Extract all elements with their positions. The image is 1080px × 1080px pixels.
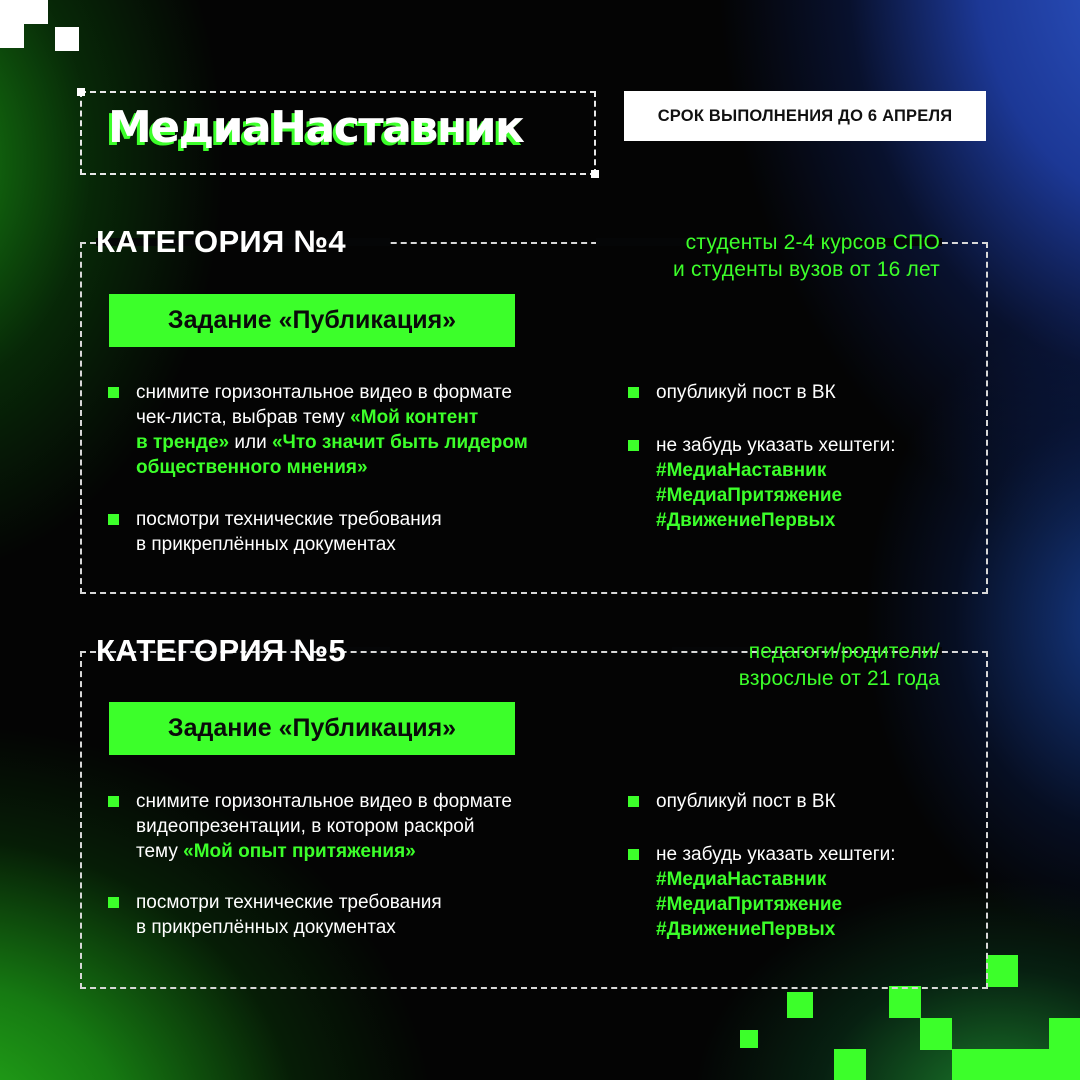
text-fragment: в прикреплённых документах bbox=[136, 534, 396, 555]
text-line bbox=[136, 890, 588, 915]
category-title: КАТЕГОРИЯ №4 bbox=[96, 224, 346, 259]
text-fragment: посмотри технические требования bbox=[136, 892, 442, 913]
rich-text bbox=[136, 789, 588, 864]
list-item bbox=[628, 380, 968, 405]
list-item bbox=[628, 789, 968, 814]
bullet-square-icon bbox=[628, 796, 639, 807]
audience-line: и студенты вузов от 16 лет bbox=[673, 258, 940, 281]
list-item bbox=[108, 507, 588, 557]
text-fragment: чек-листа, выбрав тему bbox=[136, 407, 351, 428]
hashtag: #ДвижениеПервых bbox=[656, 919, 836, 940]
page-title: МедиаНаставник bbox=[108, 102, 524, 153]
text-line bbox=[136, 532, 588, 557]
highlighted-topic: «Мой контент bbox=[350, 407, 479, 428]
bullet-square-icon bbox=[108, 796, 119, 807]
category-5-left-list bbox=[108, 789, 588, 940]
hashtag: #МедиаПритяжение bbox=[656, 894, 843, 915]
text-fragment: посмотри технические требования bbox=[136, 509, 442, 530]
rich-text bbox=[136, 890, 588, 940]
list-item bbox=[628, 842, 968, 942]
highlighted-topic: «Мой опыт притяжения» bbox=[183, 841, 416, 862]
task-publication-button[interactable]: Задание «Публикация» bbox=[109, 294, 515, 347]
bullet-square-icon bbox=[108, 514, 119, 525]
hashtags-intro: не забудь указать хештеги: bbox=[656, 844, 896, 865]
hashtag: #МедиаНаставник bbox=[656, 460, 827, 481]
text-line bbox=[136, 814, 588, 839]
text-fragment: или bbox=[229, 432, 272, 453]
text-line bbox=[136, 789, 588, 814]
list-item bbox=[108, 890, 588, 940]
highlighted-topic: в тренде» bbox=[136, 432, 230, 453]
text-line bbox=[136, 380, 588, 405]
bullet-square-icon bbox=[108, 897, 119, 908]
bullet-square-icon bbox=[628, 387, 639, 398]
highlighted-topic: общественного мнения» bbox=[136, 457, 368, 478]
deadline-badge: СРОК ВЫПОЛНЕНИЯ ДО 6 АПРЕЛЯ bbox=[624, 91, 986, 141]
category-4-audience bbox=[600, 229, 940, 283]
frame-corner bbox=[591, 170, 599, 178]
publish-text: опубликуй пост в ВК bbox=[656, 382, 836, 403]
hashtag: #МедиаНаставник bbox=[656, 869, 827, 890]
text-line bbox=[136, 455, 588, 480]
text-fragment: в прикреплённых документах bbox=[136, 917, 396, 938]
audience-line: студенты 2-4 курсов СПО bbox=[685, 231, 940, 254]
text-fragment: тему bbox=[136, 841, 184, 862]
hashtag: #МедиаПритяжение bbox=[656, 485, 843, 506]
audience-line: педагоги/родители/ bbox=[748, 640, 940, 663]
bullet-square-icon bbox=[628, 849, 639, 860]
category-title: КАТЕГОРИЯ №5 bbox=[96, 633, 346, 668]
text-line bbox=[136, 915, 588, 940]
text-line bbox=[136, 507, 588, 532]
hashtags-intro: не забудь указать хештеги: bbox=[656, 435, 896, 456]
category-4-left-list bbox=[108, 380, 588, 557]
audience-line: взрослые от 21 года bbox=[738, 667, 940, 690]
rich-text bbox=[136, 380, 588, 480]
list-item bbox=[108, 789, 588, 864]
list-item bbox=[108, 380, 588, 480]
text-line bbox=[136, 839, 588, 864]
publish-text: опубликуй пост в ВК bbox=[656, 791, 836, 812]
text-fragment: снимите горизонтальное видео в формате bbox=[136, 791, 512, 812]
category-5-right-list bbox=[628, 789, 968, 942]
text-line bbox=[136, 430, 588, 455]
category-5-header bbox=[86, 633, 358, 669]
frame-corner bbox=[77, 88, 85, 96]
bullet-square-icon bbox=[628, 440, 639, 451]
list-item bbox=[628, 433, 968, 533]
bullet-square-icon bbox=[108, 387, 119, 398]
hashtag: #ДвижениеПервых bbox=[656, 510, 836, 531]
text-line bbox=[136, 405, 588, 430]
text-fragment: снимите горизонтальное видео в формате bbox=[136, 382, 512, 403]
rich-text bbox=[136, 507, 588, 557]
highlighted-topic: «Что значит быть лидером bbox=[271, 432, 528, 453]
category-5-audience bbox=[600, 638, 940, 692]
category-4-right-list bbox=[628, 380, 968, 533]
task-publication-button[interactable]: Задание «Публикация» bbox=[109, 702, 515, 755]
text-fragment: видеопрезентации, в котором раскрой bbox=[136, 816, 475, 837]
